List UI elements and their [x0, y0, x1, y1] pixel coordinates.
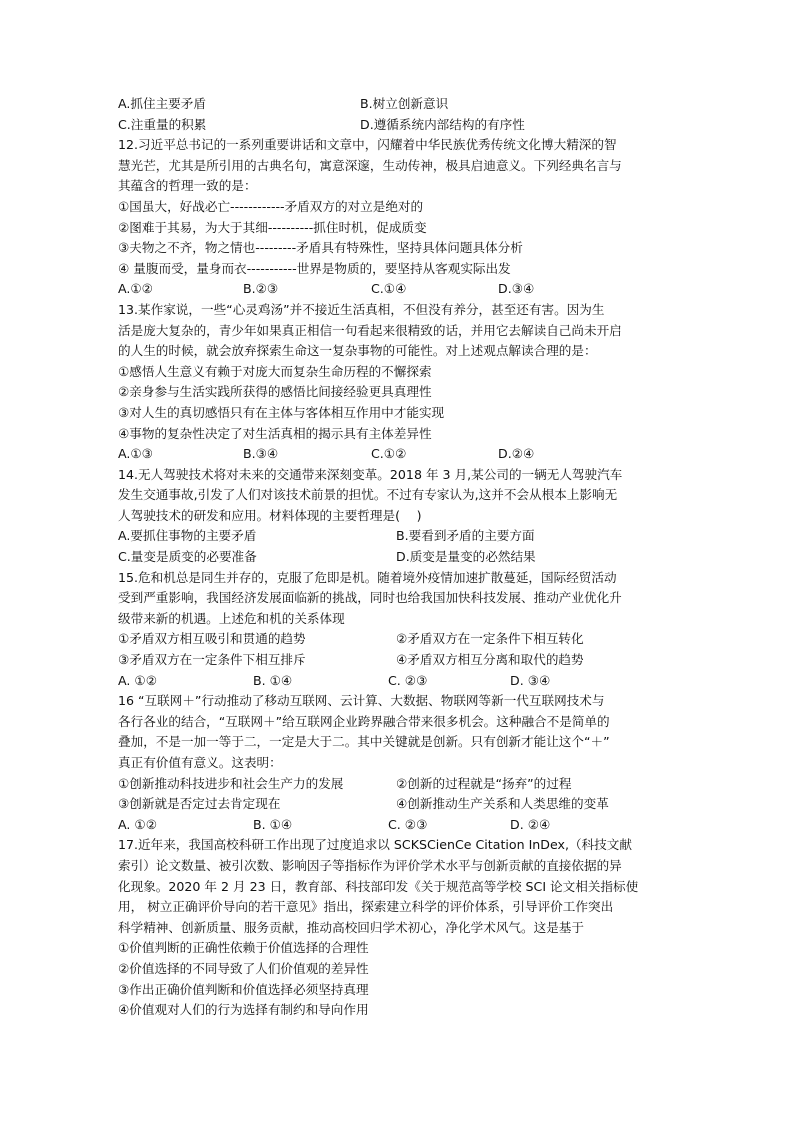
q15-statement-2: ②矛盾双方在一定条件下相互转化 — [396, 631, 584, 647]
q13-option-b[interactable]: B.③④ — [243, 446, 279, 462]
q16-stem-line: 16 “互联网＋”行动推动了移动互联网、云计算、大数据、物联网等新一代互联网技术与 — [118, 693, 605, 709]
q14-stem-line: 14.无人驾驶技术将对未来的交通带来深刻变革。2018 年 3 月,某公司的一辆无人驾驶汽车 — [118, 466, 623, 482]
q16-statement-3: ③创新就是否定过去肯定现在 — [118, 796, 281, 812]
q17-statement: ③作出正确价值判断和价值选择必须坚持真理 — [118, 981, 369, 997]
q17-statement: ①价值判断的正确性依赖于价值选择的合理性 — [118, 940, 369, 956]
q12-option-a[interactable]: A.①② — [118, 281, 153, 297]
q13-stem-line: 活是庞大复杂的，青少年如果真正相信一句看起来很精致的话，并用它去解读自己尚未开启 — [118, 322, 622, 338]
q15-statements-row-1 — [118, 629, 684, 650]
q15-statement-3: ③矛盾双方在一定条件下相互排斥 — [118, 652, 306, 668]
q12-statement: ③夫物之不齐，物之情也---------矛盾具有特殊性，坚持具体问题具体分析 — [118, 240, 523, 256]
q12-option-c[interactable]: C.①④ — [371, 281, 407, 297]
q16-statements-row-2 — [118, 794, 684, 815]
q17-stem-line: 科学精神、创新质量、服务贡献，推动高校回归学术初心，净化学术风气。这是基于 — [118, 919, 584, 935]
q17-stem-line: 化现象。2020 年 2 月 23 日，教育部、科技部印发《关于规范高等学校 SCI 论文相关指标使 — [118, 878, 639, 894]
q13-stem-line: 的人生的时候，就会放弃探索生命这一复杂事物的可能性。对上述观点解读合理的是： — [118, 343, 597, 359]
q15-option-c[interactable]: C. ②③ — [388, 672, 428, 688]
q11-option-b[interactable]: B.树立创新意识 — [360, 96, 449, 111]
q12-option-d[interactable]: D.③④ — [498, 281, 535, 297]
q13-stem-line: 13.某作家说，一些“心灵鸡汤”并不接近生活真相，不但没有养分，甚至还有害。因为生 — [118, 301, 605, 317]
q16-statement-4: ④创新推动生产关系和人类思维的变革 — [396, 796, 609, 812]
q16-statements-row-1 — [118, 774, 684, 795]
q16-option-b[interactable]: B. ①④ — [253, 816, 293, 832]
q13-option-d[interactable]: D.②④ — [498, 446, 535, 462]
q12-statement: ②图难于其易，为大于其细----------抓住时机，促成质变 — [118, 219, 427, 235]
q15-option-b[interactable]: B. ①④ — [253, 672, 293, 688]
q12-stem-line: 12.习近平总书记的一系列重要讲话和文章中，闪耀着中华民族优秀传统文化博大精深的智 — [118, 137, 617, 153]
q11-options-row-1 — [118, 94, 684, 115]
q17-statement: ②价值选择的不同导致了人们价值观的差异性 — [118, 960, 369, 976]
q17-statement: ④价值观对人们的行为选择有制约和导向作用 — [118, 1002, 369, 1018]
q16-statement-2: ②创新的过程就是“扬弃”的过程 — [396, 775, 572, 791]
q16-stem-line: 真正有价值有意义。这表明： — [118, 755, 282, 770]
q14-option-d[interactable]: D.质变是量变的必然结果 — [396, 549, 536, 565]
q16-option-a[interactable]: A. ①② — [118, 816, 157, 832]
q16-stem-line: 叠加，不是一加一等于二，一定是大于二。其中关键就是创新。只有创新才能让这个“＋” — [118, 734, 610, 750]
q16-statement-1: ①创新推动科技进步和社会生产力的发展 — [118, 775, 344, 791]
q11-options-row-2 — [118, 115, 684, 136]
q13-options-row — [118, 444, 684, 465]
q14-options-row-1 — [118, 526, 684, 547]
q15-stem-line: 15.危和机总是同生并存的，克服了危即是机。随着境外疫情加速扩散蔓延，国际经贸活动 — [118, 569, 617, 585]
q13-statement: ②亲身参与生活实践所获得的感悟比间接经验更具真理性 — [118, 384, 432, 400]
q12-stem-line: 其蕴含的哲理一致的是： — [118, 178, 257, 194]
q16-option-c[interactable]: C. ②③ — [388, 816, 428, 832]
q11-option-c[interactable]: C.注重量的积累 — [118, 116, 207, 132]
q16-stem-line: 各行各业的结合，“互联网＋”给互联网企业跨界融合带来很多机会。这种融合不是简单的 — [118, 713, 610, 729]
q14-stem-line: 人驾驶技术的研发和应用。材料体现的主要哲理是( ) — [118, 507, 422, 523]
q13-statement: ④事物的复杂性决定了对生活真相的揭示具有主体差异性 — [118, 425, 432, 441]
q17-stem-line: 17.近年来，我国高校科研工作出现了过度追求以 SCKSCienCe Citation InDex,（科技文献 — [118, 837, 632, 853]
q12-stem-line: 慧光芒，尤其是所引用的古典名句，寓意深邃，生动传神，极具启迪意义。下列经典名言与 — [118, 157, 622, 173]
q15-statement-4: ④矛盾双方相互分离和取代的趋势 — [396, 652, 584, 668]
q14-option-c[interactable]: C.量变是质变的必要准备 — [118, 549, 257, 565]
q12-statement: ④ 量腹而受，量身而衣-----------世界是物质的，要坚持从客观实际出发 — [118, 260, 511, 276]
q15-stem-line: 级带来新的机遇。上述危和机的关系体现 — [118, 610, 345, 626]
q15-statements-row-2 — [118, 650, 684, 671]
q12-statement: ①国虽大，好战必亡------------矛盾双方的对立是绝对的 — [118, 198, 424, 214]
exam-page — [118, 94, 684, 1021]
q14-option-a[interactable]: A.要抓住事物的主要矛盾 — [118, 528, 257, 544]
q13-statement: ③对人生的真切感悟只有在主体与客体相互作用中才能实现 — [118, 404, 445, 420]
q15-stem-line: 受到严重影响，我国经济发展面临新的挑战，同时也给我国加快科技发展、推动产业优化升 — [118, 590, 622, 606]
q12-options-row — [118, 279, 684, 300]
q13-option-c[interactable]: C.①② — [371, 446, 407, 462]
q15-option-a[interactable]: A. ①② — [118, 672, 157, 688]
q15-statement-1: ①矛盾双方相互吸引和贯通的趋势 — [118, 631, 306, 647]
q16-option-d[interactable]: D. ②④ — [510, 816, 551, 832]
q14-option-b[interactable]: B.要看到矛盾的主要方面 — [396, 528, 535, 544]
q17-stem-line: 用， 树立正确评价导向的若干意见》指出，探索建立科学的评价体系，引导评价工作突出 — [118, 899, 614, 915]
q14-options-row-2 — [118, 547, 684, 568]
q12-option-b[interactable]: B.②③ — [243, 281, 279, 297]
q11-option-d[interactable]: D.遵循系统内部结构的有序性 — [360, 116, 525, 132]
q16-options-row — [118, 815, 684, 836]
q15-option-d[interactable]: D. ③④ — [510, 672, 551, 688]
q13-statement: ①感悟人生意义有赖于对庞大而复杂生命历程的不懈探索 — [118, 363, 432, 379]
q13-option-a[interactable]: A.①③ — [118, 446, 153, 462]
q14-stem-line: 发生交通事故,引发了人们对该技术前景的担忧。不过有专家认为,这并不会从根本上影响无 — [118, 487, 618, 503]
q17-stem-line: 索引）论文数量、被引次数、影响因子等指标作为评价学术水平与创新贡献的直接依据的异 — [118, 857, 622, 873]
q15-options-row — [118, 671, 684, 692]
q11-option-a[interactable]: A.抓住主要矛盾 — [118, 96, 206, 111]
